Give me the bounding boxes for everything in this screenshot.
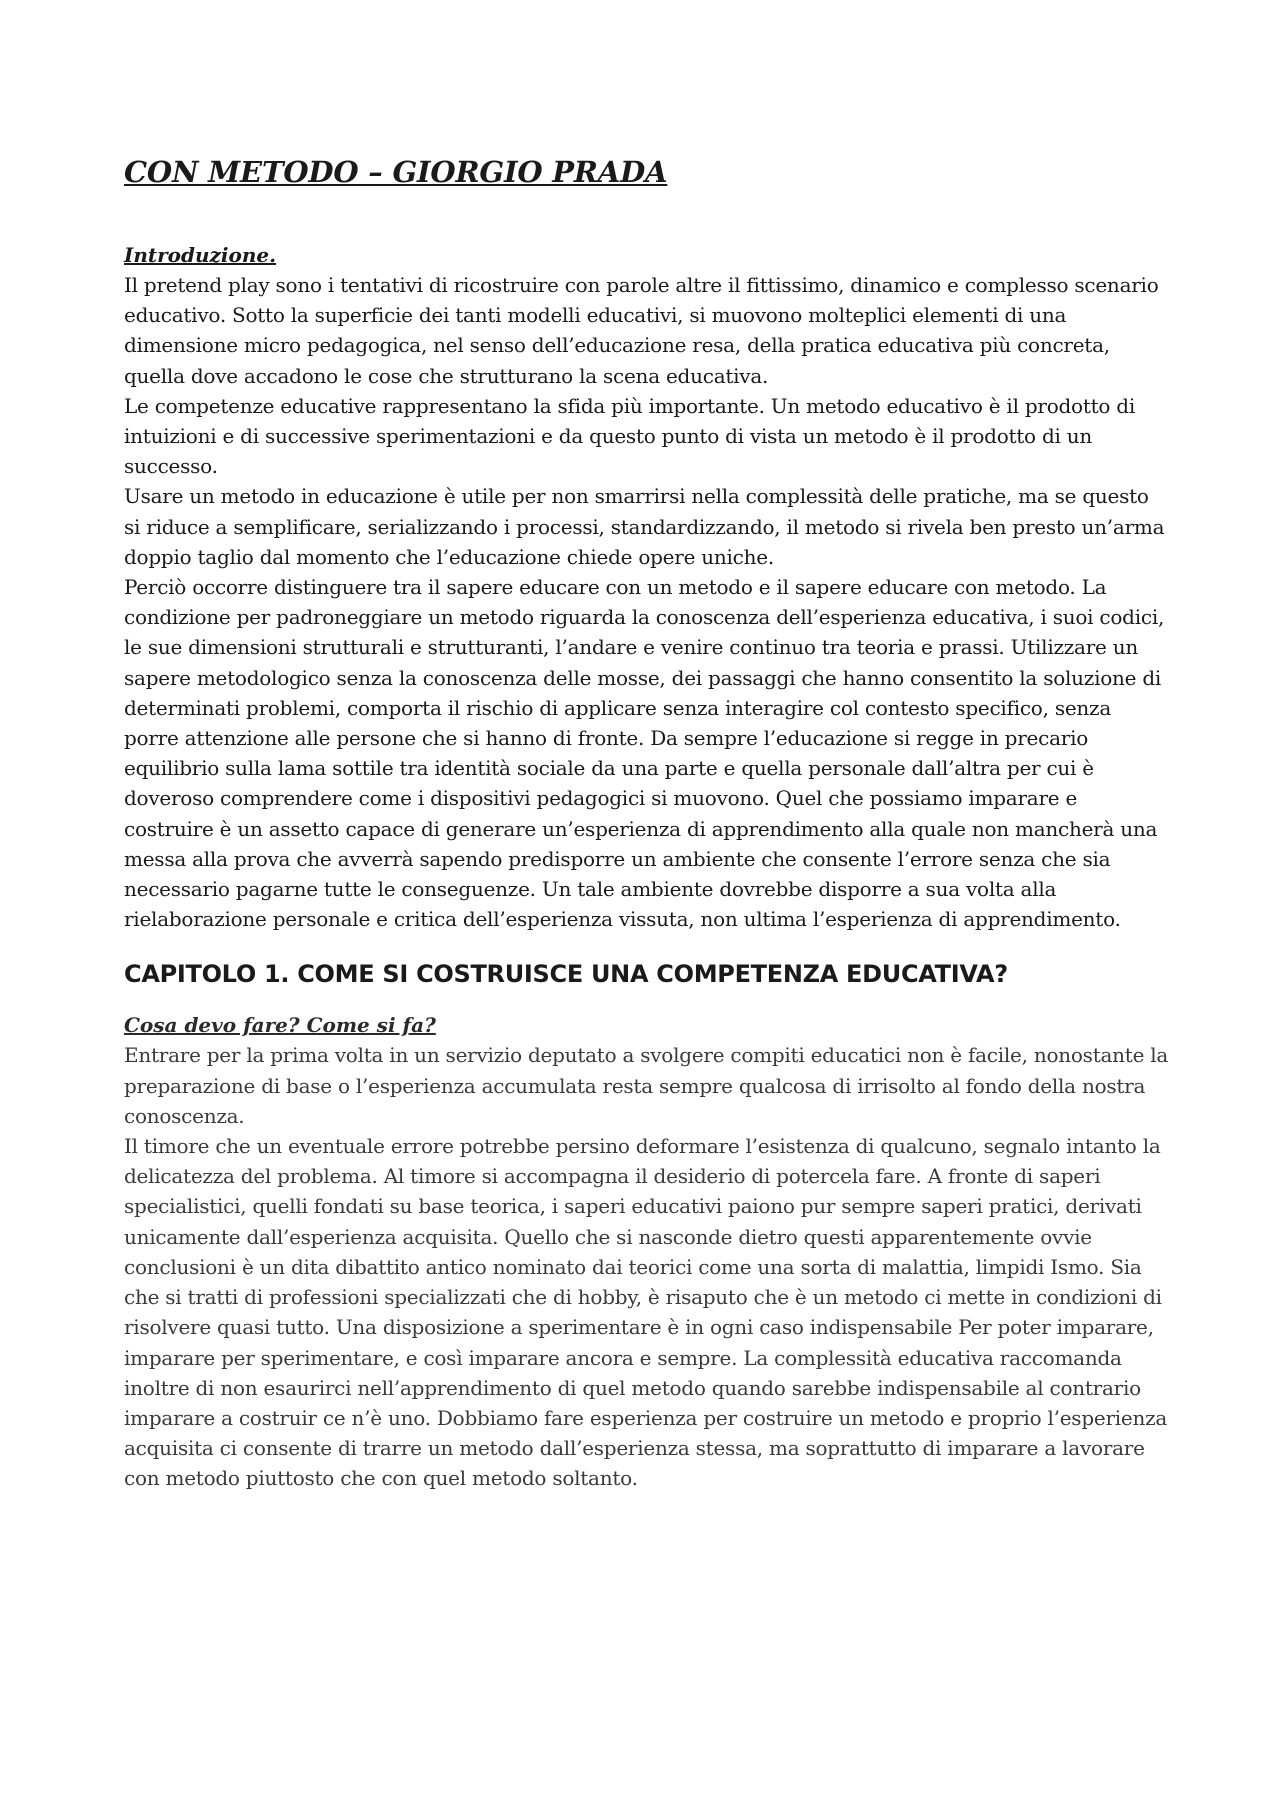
introduction-section (124, 240, 1170, 934)
introduction-heading: Introduzione. (124, 243, 277, 267)
intro-paragraph-4: Perciò occorre distinguere tra il sapere educare con un metodo e il sapere educare con metodo. La condizione per padroneggiare un metodo riguarda la conoscenza dell’esperienza educativa, i suoi codici, le sue dimensioni strutturali e strutturanti, l’andare e venire continuo tra teoria e prassi. Utilizzare un sapere metodologico senza la conoscenza delle mosse, dei passaggi che hanno consentito la soluzione di determinati problemi, comporta il rischio di applicare senza interagire col contesto specifico, senza porre attenzione alle persone che si hanno di fronte. Da sempre l’educazione si regge in precario equilibrio sulla lama sottile tra identità sociale da una parte e quella personale dall’altra per cui è doveroso comprendere come i dispositivi pedagogici si muovono. Quel che possiamo imparare e costruire è un assetto capace di generare un’esperienza di apprendimento alla quale non mancherà una messa alla prova che avverrà sapendo predisporre un ambiente che consente l’errore senza che sia necessario pagarne tutte le conseguenze. Un tale ambiente dovrebbe disporre a sua volta alla rielaborazione personale e critica dell’esperienza vissuta, non ultima l’esperienza di apprendimento. (124, 575, 1165, 932)
intro-paragraph-1: Il pretend play sono i tentativi di ricostruire con parole altre il fittissimo, dinamico e complesso scenario educativo. Sotto la superficie dei tanti modelli educativi, si muovono molteplici elementi di una dimensione micro pedagogica, nel senso dell’educazione resa, della pratica educativa più concreta, quella dove accadono le cose che strutturano la scena educativa. (124, 273, 1159, 388)
chapter-1-subheading: Cosa devo fare? Come si fa? (124, 1013, 436, 1038)
chapter-1-section (124, 956, 1170, 1493)
intro-paragraph-3: Usare un metodo in educazione è utile per non smarrirsi nella complessità delle pratiche, ma se questo si riduce a semplificare, serializzando i processi, standardizzando, il metodo si rivela ben presto un’arma doppio taglio dal momento che l’educazione chiede opere uniche. (124, 484, 1165, 569)
intro-paragraph-2: Le competenze educative rappresentano la sfida più importante. Un metodo educativo è il prodotto di intuizioni e di successive sperimentazioni e da questo punto di vista un metodo è il prodotto di un successo. (124, 393, 1136, 479)
chapter-1-paragraph-2: Il timore che un eventuale errore potrebbe persino deformare l’esistenza di qualcuno, segnalo intanto la delicatezza del problema. Al timore si accompagna il desiderio di potercela fare. A fronte di saperi specialistici, quelli fondati su base teorica, i saperi educativi paiono pur sempre saperi pratici, derivati unicamente dall’esperienza acquisita. Quello che si nasconde dietro questi apparentemente ovvie conclusioni è un dita dibattito antico nominato dai teorici come una sorta di malattia, limpidi Ismo. Sia che si tratti di professioni specializzati che di hobby, è risaputo che è un metodo ci mette in condizioni di risolvere quasi tutto. Una disposizione a sperimentare è in ogni caso indispensabile Per poter imparare, imparare per sperimentare, e così imparare ancora e sempre. La complessità educativa raccomanda inoltre di non esaurirci nell’apprendimento di quel metodo quando sarebbe indispensabile al contrario imparare a costruir ce n’è uno. Dobbiamo fare esperienza per costruire un metodo e proprio l’esperienza acquisita ci consente di trarre un metodo dall’esperienza stessa, ma soprattutto di imparare a lavorare con metodo piuttosto che con quel metodo soltanto. (124, 1134, 1168, 1491)
chapter-1-title: CAPITOLO 1. COME SI COSTRUISCE UNA COMPETENZA EDUCATIVA? (124, 960, 1008, 989)
document-page (124, 150, 1170, 1494)
chapter-1-paragraph-1: Entrare per la prima volta in un servizio deputato a svolgere compiti educatici non è facile, nonostante la preparazione di base o l’esperienza accumulata resta sempre qualcosa di irrisolto al fondo della nostra conoscenza. (124, 1043, 1169, 1128)
document-title: CON METODO – GIORGIO PRADA (124, 155, 668, 189)
